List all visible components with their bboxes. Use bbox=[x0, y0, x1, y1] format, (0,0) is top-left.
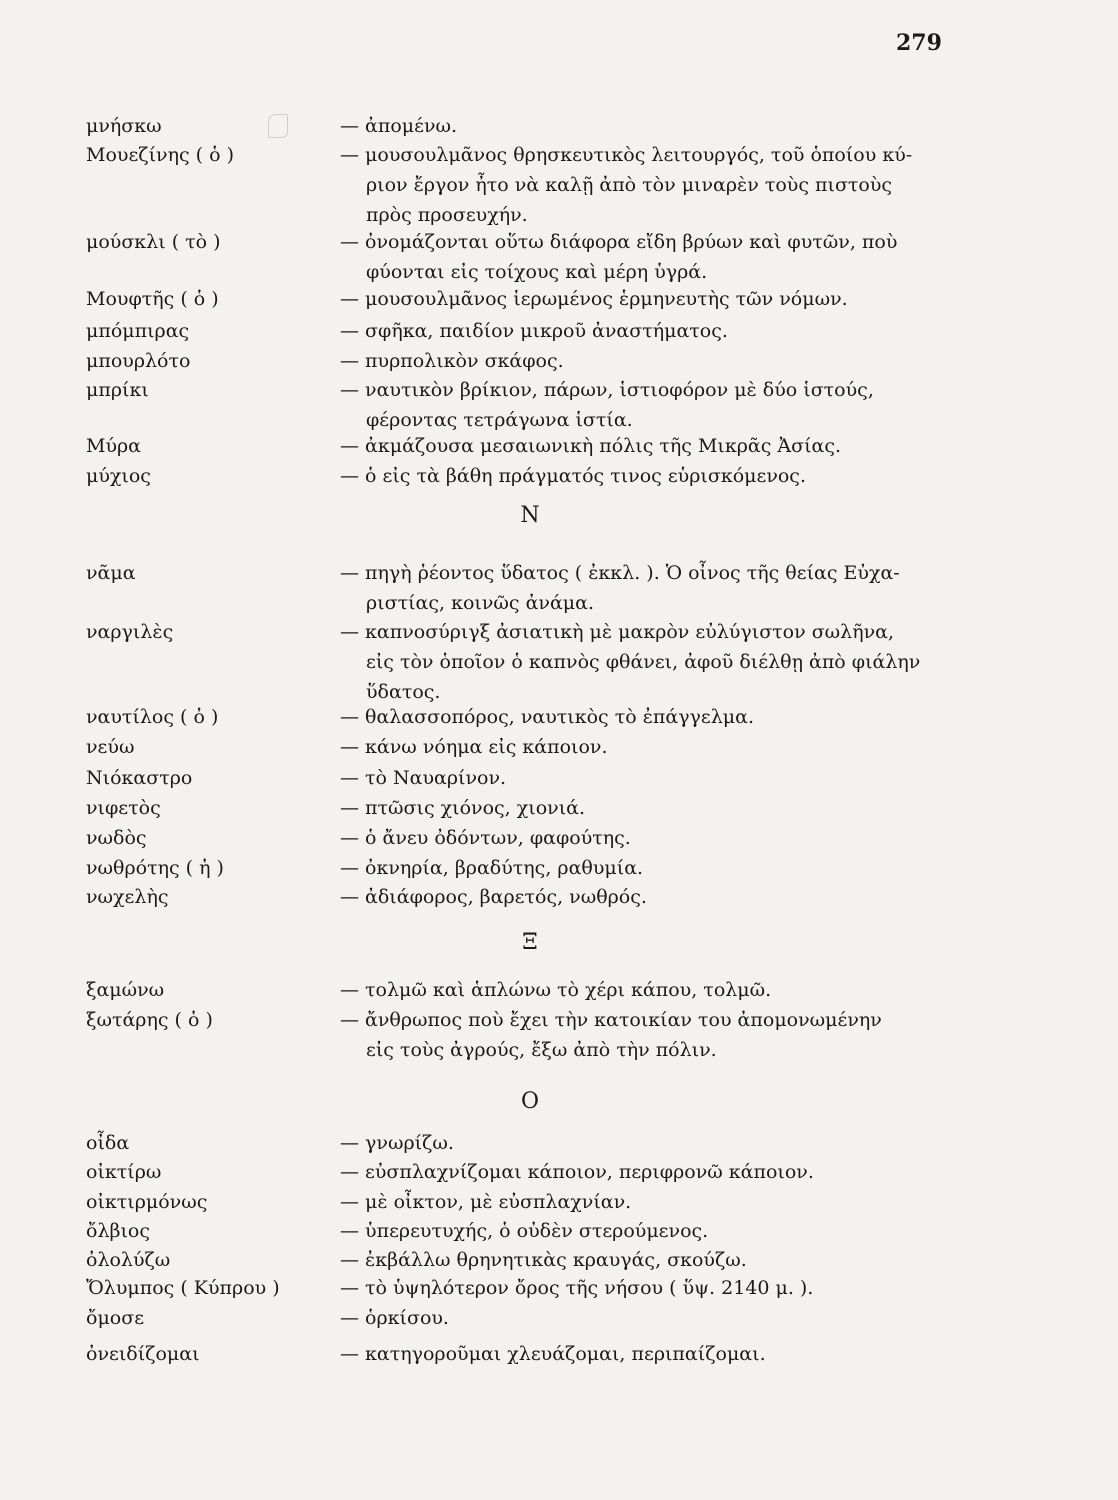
entry-definition bbox=[340, 1339, 960, 1369]
entry-term: νωθρότης ( ἡ ) bbox=[86, 857, 224, 879]
definition-line: — γνωρίζω. bbox=[340, 1132, 454, 1154]
entry-term: ὀνειδίζομαι bbox=[86, 1343, 200, 1365]
entry-definition bbox=[340, 1187, 960, 1217]
entry-term: ξαμώνω bbox=[86, 979, 165, 1001]
definition-line: — ἄνθρωπος ποὺ ἔχει τὴν κατοικίαν του ἀπομονωμένην bbox=[340, 1009, 882, 1031]
entry-definition bbox=[340, 617, 960, 707]
entry-term: μπόμπιρας bbox=[86, 320, 190, 342]
entry-term: Μουεζίνης ( ὁ ) bbox=[86, 144, 234, 166]
entry-term: Ὄλυμπος ( Κύπρου ) bbox=[86, 1277, 280, 1299]
entry-term: Νιόκαστρο bbox=[86, 767, 193, 789]
section-heading-xi: Ξ bbox=[522, 930, 538, 955]
definition-line: — ὀκνηρία, βραδύτης, ραθυμία. bbox=[340, 857, 644, 879]
entry-term: μούσκλι ( τὸ ) bbox=[86, 231, 221, 253]
entry-term: μπουρλότο bbox=[86, 350, 191, 372]
entry-term: ὀλολύζω bbox=[86, 1249, 171, 1271]
section-heading-omicron: Ο bbox=[520, 1089, 540, 1114]
definition-line: φέροντας τετράγωνα ἱστία. bbox=[366, 409, 633, 431]
definition-line: ὕδατος. bbox=[366, 681, 441, 703]
entry-definition bbox=[340, 346, 960, 376]
definition-line: — ὀνομάζονται οὕτω διάφορα εἴδη βρύων καὶ φυτῶν, ποὺ bbox=[340, 231, 898, 253]
definition-line: — σφῆκα, παιδίον μικροῦ ἀναστήματος. bbox=[340, 320, 728, 342]
definition-line: ριον ἔργον ἦτο νὰ καλῇ ἀπὸ τὸν μιναρὲν τοὺς πιστοὺς bbox=[366, 174, 893, 196]
entry-term: μνήσκω bbox=[86, 115, 162, 137]
definition-line: — τὸ Ναυαρίνον. bbox=[340, 767, 507, 789]
entry-definition bbox=[340, 284, 960, 314]
definition-line: — μουσουλμᾶνος ἱερωμένος ἑρμηνευτὴς τῶν νόμων. bbox=[340, 288, 848, 310]
entry-term: οἶδα bbox=[86, 1132, 130, 1154]
definition-line: εἰς τοὺς ἀγρούς, ἔξω ἀπὸ τὴν πόλιν. bbox=[366, 1039, 717, 1061]
definition-line: — θαλασσοπόρος, ναυτικὸς τὸ ἐπάγγελμα. bbox=[340, 706, 755, 728]
definition-line: — μουσουλμᾶνος θρησκευτικὸς λειτουργός, τοῦ ὁποίου κύ- bbox=[340, 144, 913, 166]
entry-definition bbox=[340, 732, 960, 762]
definition-line: — ἀκμάζουσα μεσαιωνικὴ πόλις τῆς Μικρᾶς Ἀσίας. bbox=[340, 435, 842, 457]
definition-line: — πυρπολικὸν σκάφος. bbox=[340, 350, 564, 372]
entry-definition bbox=[340, 140, 960, 230]
entry-definition bbox=[340, 702, 960, 732]
entry-definition bbox=[340, 1303, 960, 1333]
entry-definition bbox=[340, 793, 960, 823]
entry-definition bbox=[340, 1128, 960, 1158]
definition-line: εἰς τὸν ὁποῖον ὁ καπνὸς φθάνει, ἀφοῦ διέλθῃ ἀπὸ φιάλην bbox=[366, 651, 921, 673]
entry-definition bbox=[340, 1005, 960, 1065]
entry-definition bbox=[340, 853, 960, 883]
definition-line: — ἀπομένω. bbox=[340, 115, 458, 137]
entry-definition bbox=[340, 461, 960, 491]
definition-line: ριστίας, κοινῶς ἀνάμα. bbox=[366, 592, 595, 614]
definition-line: — ὁ ἄνευ ὀδόντων, φαφούτης. bbox=[340, 827, 631, 849]
entry-definition bbox=[340, 823, 960, 853]
definition-line: φύονται εἰς τοίχους καὶ μέρη ὑγρά. bbox=[366, 261, 708, 283]
page-number: 279 bbox=[896, 30, 942, 56]
entry-term: Μύρα bbox=[86, 435, 142, 457]
entry-definition bbox=[340, 558, 960, 618]
entry-term: οἰκτίρω bbox=[86, 1161, 162, 1183]
definition-line: — κατηγοροῦμαι χλευάζομαι, περιπαίζομαι. bbox=[340, 1343, 766, 1365]
definition-line: — καπνοσύριγξ ἀσιατικὴ μὲ μακρὸν εὐλύγιστον σωλῆνα, bbox=[340, 621, 895, 643]
definition-line: — ὁ εἰς τὰ βάθη πράγματός τινος εὑρισκόμενος. bbox=[340, 465, 806, 487]
section-heading-nu: Ν bbox=[520, 503, 540, 528]
entry-term: νωδὸς bbox=[86, 827, 147, 849]
entry-term: νᾶμα bbox=[86, 562, 136, 584]
definition-line: — ἀδιάφορος, βαρετός, νωθρός. bbox=[340, 886, 647, 908]
entry-term: μύχιος bbox=[86, 465, 151, 487]
definition-line: — μὲ οἶκτον, μὲ εὐσπλαχνίαν. bbox=[340, 1191, 632, 1213]
entry-term: μπρίκι bbox=[86, 379, 149, 401]
entry-term: νεύω bbox=[86, 736, 135, 758]
definition-line: — τολμῶ καὶ ἁπλώνω τὸ χέρι κάπου, τολμῶ. bbox=[340, 979, 772, 1001]
definition-line: — ναυτικὸν βρίκιον, πάρων, ἱστιοφόρον μὲ δύο ἱστούς, bbox=[340, 379, 874, 401]
definition-line: — ἐκβάλλω θρηνητικὰς κραυγάς, σκούζω. bbox=[340, 1249, 747, 1271]
entry-definition bbox=[340, 431, 960, 461]
entry-definition bbox=[340, 375, 960, 435]
definition-line: πρὸς προσευχήν. bbox=[366, 204, 528, 226]
entry-definition bbox=[340, 1157, 960, 1187]
entry-definition bbox=[340, 316, 960, 346]
entry-term: νιφετὸς bbox=[86, 797, 161, 819]
entry-definition bbox=[340, 1273, 960, 1303]
entry-definition bbox=[340, 975, 960, 1005]
definition-line: — εὐσπλαχνίζομαι κάποιον, περιφρονῶ κάποιον. bbox=[340, 1161, 814, 1183]
entry-definition bbox=[340, 111, 960, 141]
entry-term: ὄμοσε bbox=[86, 1307, 145, 1329]
entry-definition bbox=[340, 763, 960, 793]
entry-term: ναυτίλος ( ὁ ) bbox=[86, 706, 219, 728]
entry-definition bbox=[340, 1216, 960, 1246]
definition-line: — πτῶσις χιόνος, χιονιά. bbox=[340, 797, 586, 819]
entry-term: ξωτάρης ( ὁ ) bbox=[86, 1009, 213, 1031]
definition-line: — κάνω νόημα εἰς κάποιον. bbox=[340, 736, 608, 758]
stain-mark bbox=[268, 114, 288, 138]
entry-definition bbox=[340, 882, 960, 912]
definition-line: — τὸ ὑψηλότερον ὄρος τῆς νήσου ( ὕψ. 2140 μ. ). bbox=[340, 1277, 814, 1299]
entry-term: νωχελὴς bbox=[86, 886, 169, 908]
entry-term: ναργιλὲς bbox=[86, 621, 174, 643]
entry-term: ὄλβιος bbox=[86, 1220, 150, 1242]
entry-definition bbox=[340, 1245, 960, 1275]
entry-definition bbox=[340, 227, 960, 287]
definition-line: — πηγὴ ῥέοντος ὕδατος ( ἐκκλ. ). Ὁ οἶνος τῆς θείας Εὐχα- bbox=[340, 562, 900, 584]
definition-line: — ὑπερευτυχής, ὁ οὐδὲν στερούμενος. bbox=[340, 1220, 709, 1242]
definition-line: — ὁρκίσου. bbox=[340, 1307, 449, 1329]
entry-term: οἰκτιρμόνως bbox=[86, 1191, 208, 1213]
entry-term: Μουφτῆς ( ὁ ) bbox=[86, 288, 219, 310]
